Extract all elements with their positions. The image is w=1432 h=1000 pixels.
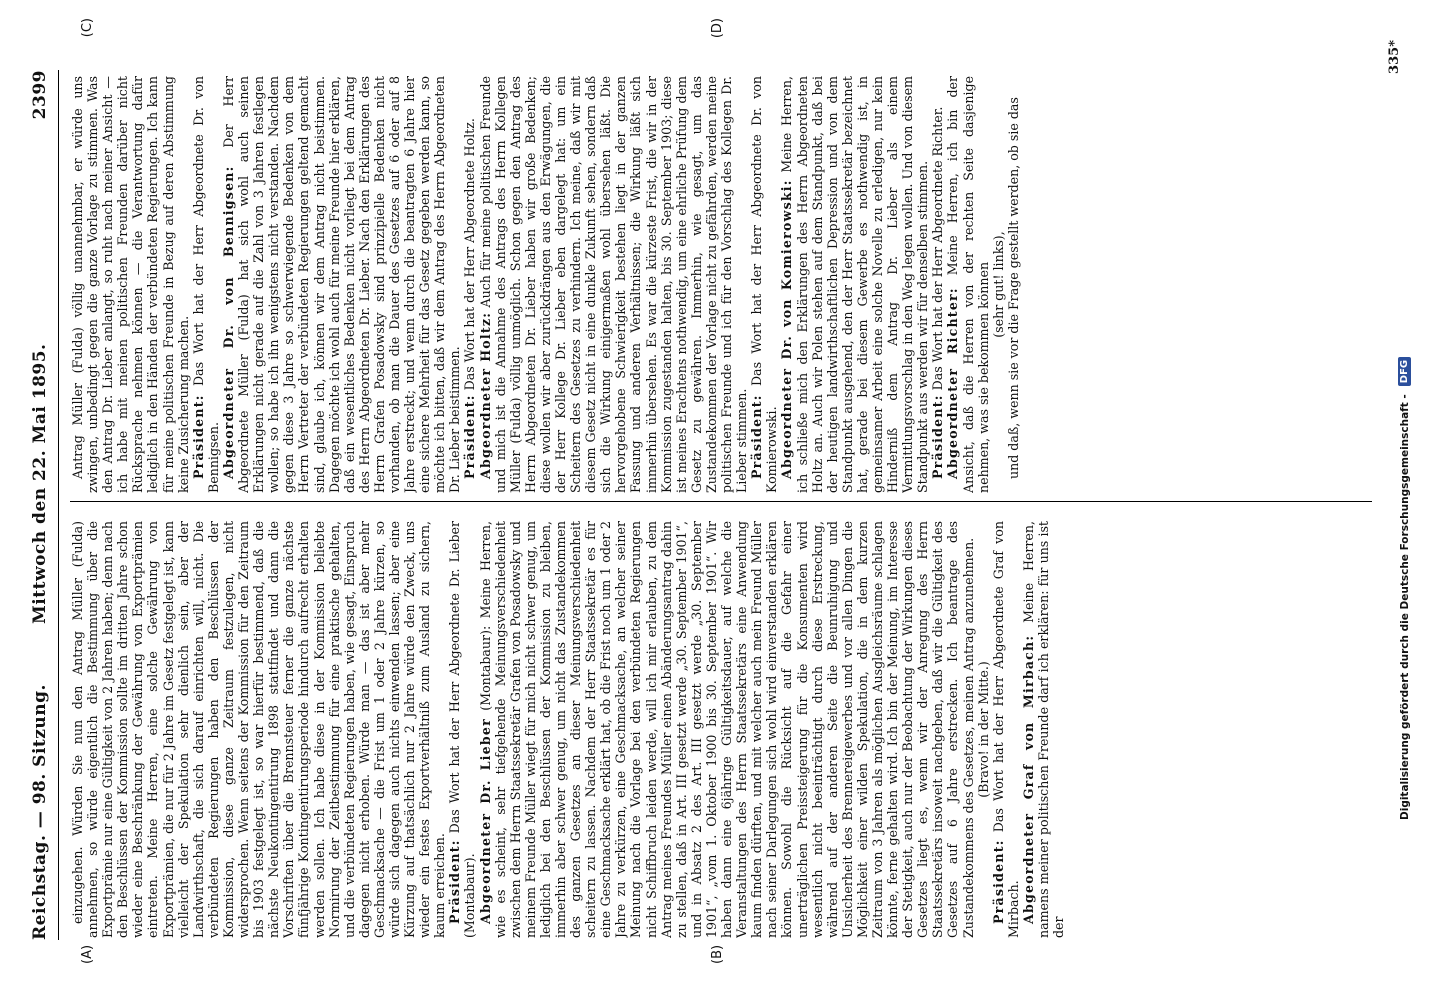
- speech-text: (Montabaur): Meine Herren, wie es scheint, sehr tiefgehende Meinungsverschiedenheit zwischen dem Herrn Staatssekretär Grafen von Posadowsky und meinem Freunde Müller wiegt für mich nicht schwer genug, um lediglich bei den Beschlüssen der Kommission zu bleiben, immerhin aber schwer genug, um nicht das Zustandekommen des ganzen Gesetzes an dieser Meinungsverschiedenheit scheitern zu lassen. Nachdem der Herr Staatssekretär es für eine Geschmacksache erklärt hat, ob die Frist noch um 1 oder 2 Jahre zu verkürzen, eine Geschmacksache, an welcher seiner Meinung nach die Vorlage bei den verbündeten Regierungen nicht Schiffbruch leiden werde, will ich mir erlauben, zu dem Antrag meines Freundes Müller einen Abänderungsantrag dahin zu stellen, daß in Art. III gesetzt werde „30. September 1901“, und in Absatz 2 des Art. III gesetzt werde „30. September 1901“, „vom 1. Oktober 1900 bis 30. September 1901“. Wir haben dann eine 6jährige Gültigkeitsdauer, auf welche die Veranstaltungen des Herrn Staatssekretärs eine Anwendung kaum finden dürften, und mit welcher auch mein Freund Müller nach seiner Darlegungen sich wohl wird einverstanden erklären können. Sowohl die Rücksicht auf die Gefahr einer unerträglichen Preissteigerung für die Konsumenten wird wesentlich nicht beeinträchtigt durch diese Erstreckung, während auf der anderen Seite die Beunruhigung und Unsicherheit des Brennereigewerbes und vor allen Dingen die Möglichkeit einer wilden Spekulation, die in dem kurzen Zeitraum von 3 Jahren als möglichen Ausgleichsräume schlagen könnte, ferne gehalten wird. Ich bin der Meinung, im Interesse der Stetigkeit, auch nur der Beobachtung der Wirkungen dieses Gesetzes liegt es, wenn wir der Anregung des Herrn Staatssekretärs insoweit nachgeben, daß wir die Gültigkeit des Gesetzes auf 6 Jahre erstrecken. Ich beantrage des Zustandekommens des Gesetzes, meinen Antrag anzunehmen.: [477, 521, 976, 938]
- right-column: [70, 76, 1372, 493]
- speech-paragraph: [930, 76, 945, 493]
- speaker-name: Präsident:: [462, 394, 478, 479]
- signature-mark: 335*: [1387, 40, 1402, 74]
- speech-paragraph: [478, 521, 976, 938]
- margin-mark-a: (A): [80, 944, 95, 964]
- speech-paragraph: [991, 521, 1021, 938]
- speech-text: Das Wort hat der Herr Abgeordnete Richter.: [930, 106, 946, 395]
- speech-text: Auch für meine politischen Freunde und mich ist die Annahme des Antrags des Herrn Kollegen Müller (Fulda) völlig unmöglich. Schon gegen den Antrag des Herrn Abgeordneten Dr. Lieber haben wir große Bedenken; diese wollen wir aber zurückdrängen aus den Erwägungen, die der Herr Kollege Dr. Lieber eben dargelegt hat: um ein Scheitern des Gesetzes zu verhindern. Ich meine, daß wir mit diesem Gesetz nicht in eine dunkle Zukunft sehen, sondern daß sich die Wirkung einigermaßen wohl übersehen läßt. Die hervorgehobene Schwierigkeit bestehen liegt in der ganzen Fassung und anderen Verhältnissen; die Wirkung läßt sich immerhin übersehen. Es war die kürzeste Frist, die wir in der Kommission zugestanden halten, bis 30. September 1903; diese ist meines Erachtens nothwendig, um eine ehrliche Prüfung dem Gesetz zu gewähren. Immerhin, wie gesagt, um das Zustandekommen der Vorlage nicht zu gefährden, werden meine politischen Freunde und ich für den Vorschlag des Kollegen Dr. Lieber stimmen.: [477, 76, 750, 493]
- body-paragraph: einzugehen. Würden Sie nun den Antrag Müller (Fulda) annehmen, so würde eigentlich die Bestimmung über die Exportprämie nur eine Gültigkeit von 2 Jahren haben; denn nach den Beschlüssen der Kommission sollte im dritten Jahre schon wieder eine Beschränkung der Gewährung von Exportprämien eintreten. Meine Herren, eine solche Gewährung von Exportprämien, die nur für 2 Jahre im Gesetz festgelegt ist, kann vielleicht der Spekulation sehr dienlich sein, aber der Landwirthschaft, die sich darauf einrichten will, nicht. Die verbündeten Regierungen haben den Beschlüssen der Kommission, diese ganze Zeitraum festzulegen, nicht widersprochen. Wenn seitens der Kommission für den Zeitraum bis 1903 festgelegt ist, so war hierfür bestimmend, daß die nächste Neukontingentirung 1898 stattfindet und dann die Vorschriften über die Brennsteuer ferner die ganze nächste fünfjährige Kontingentirungsperiode hindurch aufrecht erhalten werden sollen. Ich habe diese in der Kommission beliebte Normirung der Zeitbestimmung für eine praktische gehalten, und die verbündeten Regierungen haben, wie gesagt, Einspruch dagegen nicht erhoben. Würde man — das ist aber mehr Geschmacksache — die Frist um 1 oder 2 Jahre kürzen, so würde sich dagegen auch nichts einwenden lassen; aber eine Kürzung auf thatsächlich nur 2 Jahre würde den Zweck, uns wieder ein festes Exportverhältniß zum Ausland zu sichern, kaum erreichen.: [70, 521, 448, 938]
- speech-text: Meine Herren, ich schließe mich den Erklärungen des Herrn Abgeordneten Holtz an. Auch wir Polen stehen auf dem Standpunkt, daß bei der heutigen landwirthschaftlichen Depression und von dem Standpunkt ausgehend, den der Herr Staatssekretär bezeichnet hat, gerade bei diesem Gewerbe es nothwendig ist, in gemeinsamer Arbeit eine solche Novelle zu erledigen, nur kein Hinderniß dem Antrag Dr. Lieber als einem Vermittlungsvorschlag in den Weg legen wollen. Und von diesem Standpunkt aus werden wir für denselben stimmen.: [779, 76, 931, 493]
- speaker-name: Präsident:: [749, 394, 765, 479]
- margin-mark-c: (C): [80, 18, 95, 38]
- dfg-logo: DFG: [1398, 357, 1411, 386]
- speaker-name: Abgeordneter Dr. Lieber: [477, 718, 493, 924]
- header-center-title: Mittwoch den 22. Mai 1895.: [30, 343, 50, 625]
- body-paragraph: und daß, wenn sie vor die Frage gestellt werden, ob sie das: [1005, 97, 1021, 479]
- speech-text: Meine Herren, namens meiner politischen Freunde darf ich erklären: für uns ist der: [1020, 521, 1067, 938]
- speaker-name: Präsident:: [447, 839, 463, 924]
- body-paragraph: Antrag Müller (Fulda) völlig unannehmbar, er würde uns zwingen, unbedingt gegen die ganze Vorlage zu stimmen. Was den Antrag Dr. Lieber anlangt, so ruht nach meiner Ansicht — ich habe mit meinen politischen Freunden darüber nicht Rücksprache nehmen können — die Verantwortung dafür lediglich in den Händen der verbündeten Regierungen. Ich kann für meine politischen Freunde in Bezug auf deren Abstimmung keine Zusicherung machen.: [70, 76, 191, 493]
- speaker-name: Abgeordneter Dr. von Bennigsen:: [220, 165, 236, 479]
- speech-paragraph: [1021, 521, 1066, 938]
- speech-paragraph: [447, 521, 477, 938]
- margin-mark-b: (B): [710, 944, 725, 964]
- credit-text: Digitalisierung gefördert durch die Deutsche Forschungsgemeinschaft -: [1398, 394, 1411, 820]
- header-left-title: Reichstag. — 98. Sitzung.: [30, 684, 50, 940]
- speech-paragraph: [478, 76, 750, 493]
- speech-paragraph: [462, 76, 477, 493]
- speech-text: Das Wort hat der Herr Abgeordnete Holtz.: [462, 118, 478, 395]
- speech-text: Meine Herren, ich bin der Ansicht, daß die Herren von der rechten Seite dasjenige nehmen, was sie bekommen können: [945, 76, 991, 493]
- speech-text: Das Wort hat der Herr Abgeordnete Graf von Mirbach.: [990, 521, 1021, 938]
- speaker-name: Präsident:: [190, 394, 206, 479]
- speaker-name: Abgeordneter Richter:: [945, 287, 961, 479]
- speech-paragraph: [191, 76, 221, 493]
- speaker-name: Abgeordneter Dr. von Komierowski:: [779, 179, 795, 479]
- speaker-name: Abgeordneter Graf von Mirbach:: [1020, 634, 1036, 924]
- text-columns: [70, 76, 1372, 938]
- speaker-name: Abgeordneter Holtz:: [477, 311, 493, 479]
- speech-text: Das Wort hat der Herr Abgeordnete Dr. von Bennigsen.: [190, 76, 221, 493]
- speech-paragraph: [221, 76, 463, 493]
- header-rule: [58, 70, 59, 940]
- page-number: 2399: [30, 70, 50, 120]
- speech-text: Das Wort hat der Herr Abgeordnete Dr. von Komierowski.: [749, 76, 780, 493]
- running-head: [30, 70, 50, 940]
- speech-text: Der Herr Abgeordnete Müller (Fulda) hat sich wohl auch seinen Erklärungen nicht gerade auf die Zahl von 3 Jahren festlegen wollen; so habe ich ihn wenigstens nicht verstanden. Nachdem gegen diese 3 Jahre so schwerwiegende Bedenken von dem Herrn Vertreter der verbündeten Regierungen geltend gemacht sind, glaube ich, können wir dem Antrag nicht beistimmen. Dagegen möchte ich wohl auch für meine Freunde hier erklären, daß ein wesentliches Bedenken nicht vorliegt bei dem Antrag des Herrn Abgeordneten Dr. Lieber. Nach den Erklärungen des Herrn Grafen Posadowsky sind prinzipielle Bedenken nicht vorhanden, ob man die Dauer des Gesetzes auf 6 oder auf 8 Jahre erstreckt; und wenn durch die beantragten 6 Jahre hier eine sichere Mehrheit für das Gesetz gegeben werden kann, so möchte ich bitten, daß wir dem Antrag des Herrn Abgeordneten Dr. Lieber beistimmen.: [220, 76, 463, 493]
- speech-paragraph: [749, 76, 779, 493]
- dfg-credit: [1398, 357, 1411, 820]
- speaker-name: Präsident:: [990, 839, 1006, 924]
- speech-paragraph: [945, 76, 990, 493]
- stage-direction: (sehr gut! links),: [990, 231, 1006, 338]
- margin-mark-d: (D): [710, 18, 725, 39]
- stage-direction: (Bravo! in der Mitte.): [975, 661, 991, 798]
- left-column: [70, 521, 1372, 938]
- speech-paragraph: [779, 76, 930, 493]
- speech-text: Das Wort hat der Herr Abgeordnete Dr. Lieber (Montabaur).: [447, 521, 478, 938]
- speaker-name: Präsident:: [930, 394, 946, 479]
